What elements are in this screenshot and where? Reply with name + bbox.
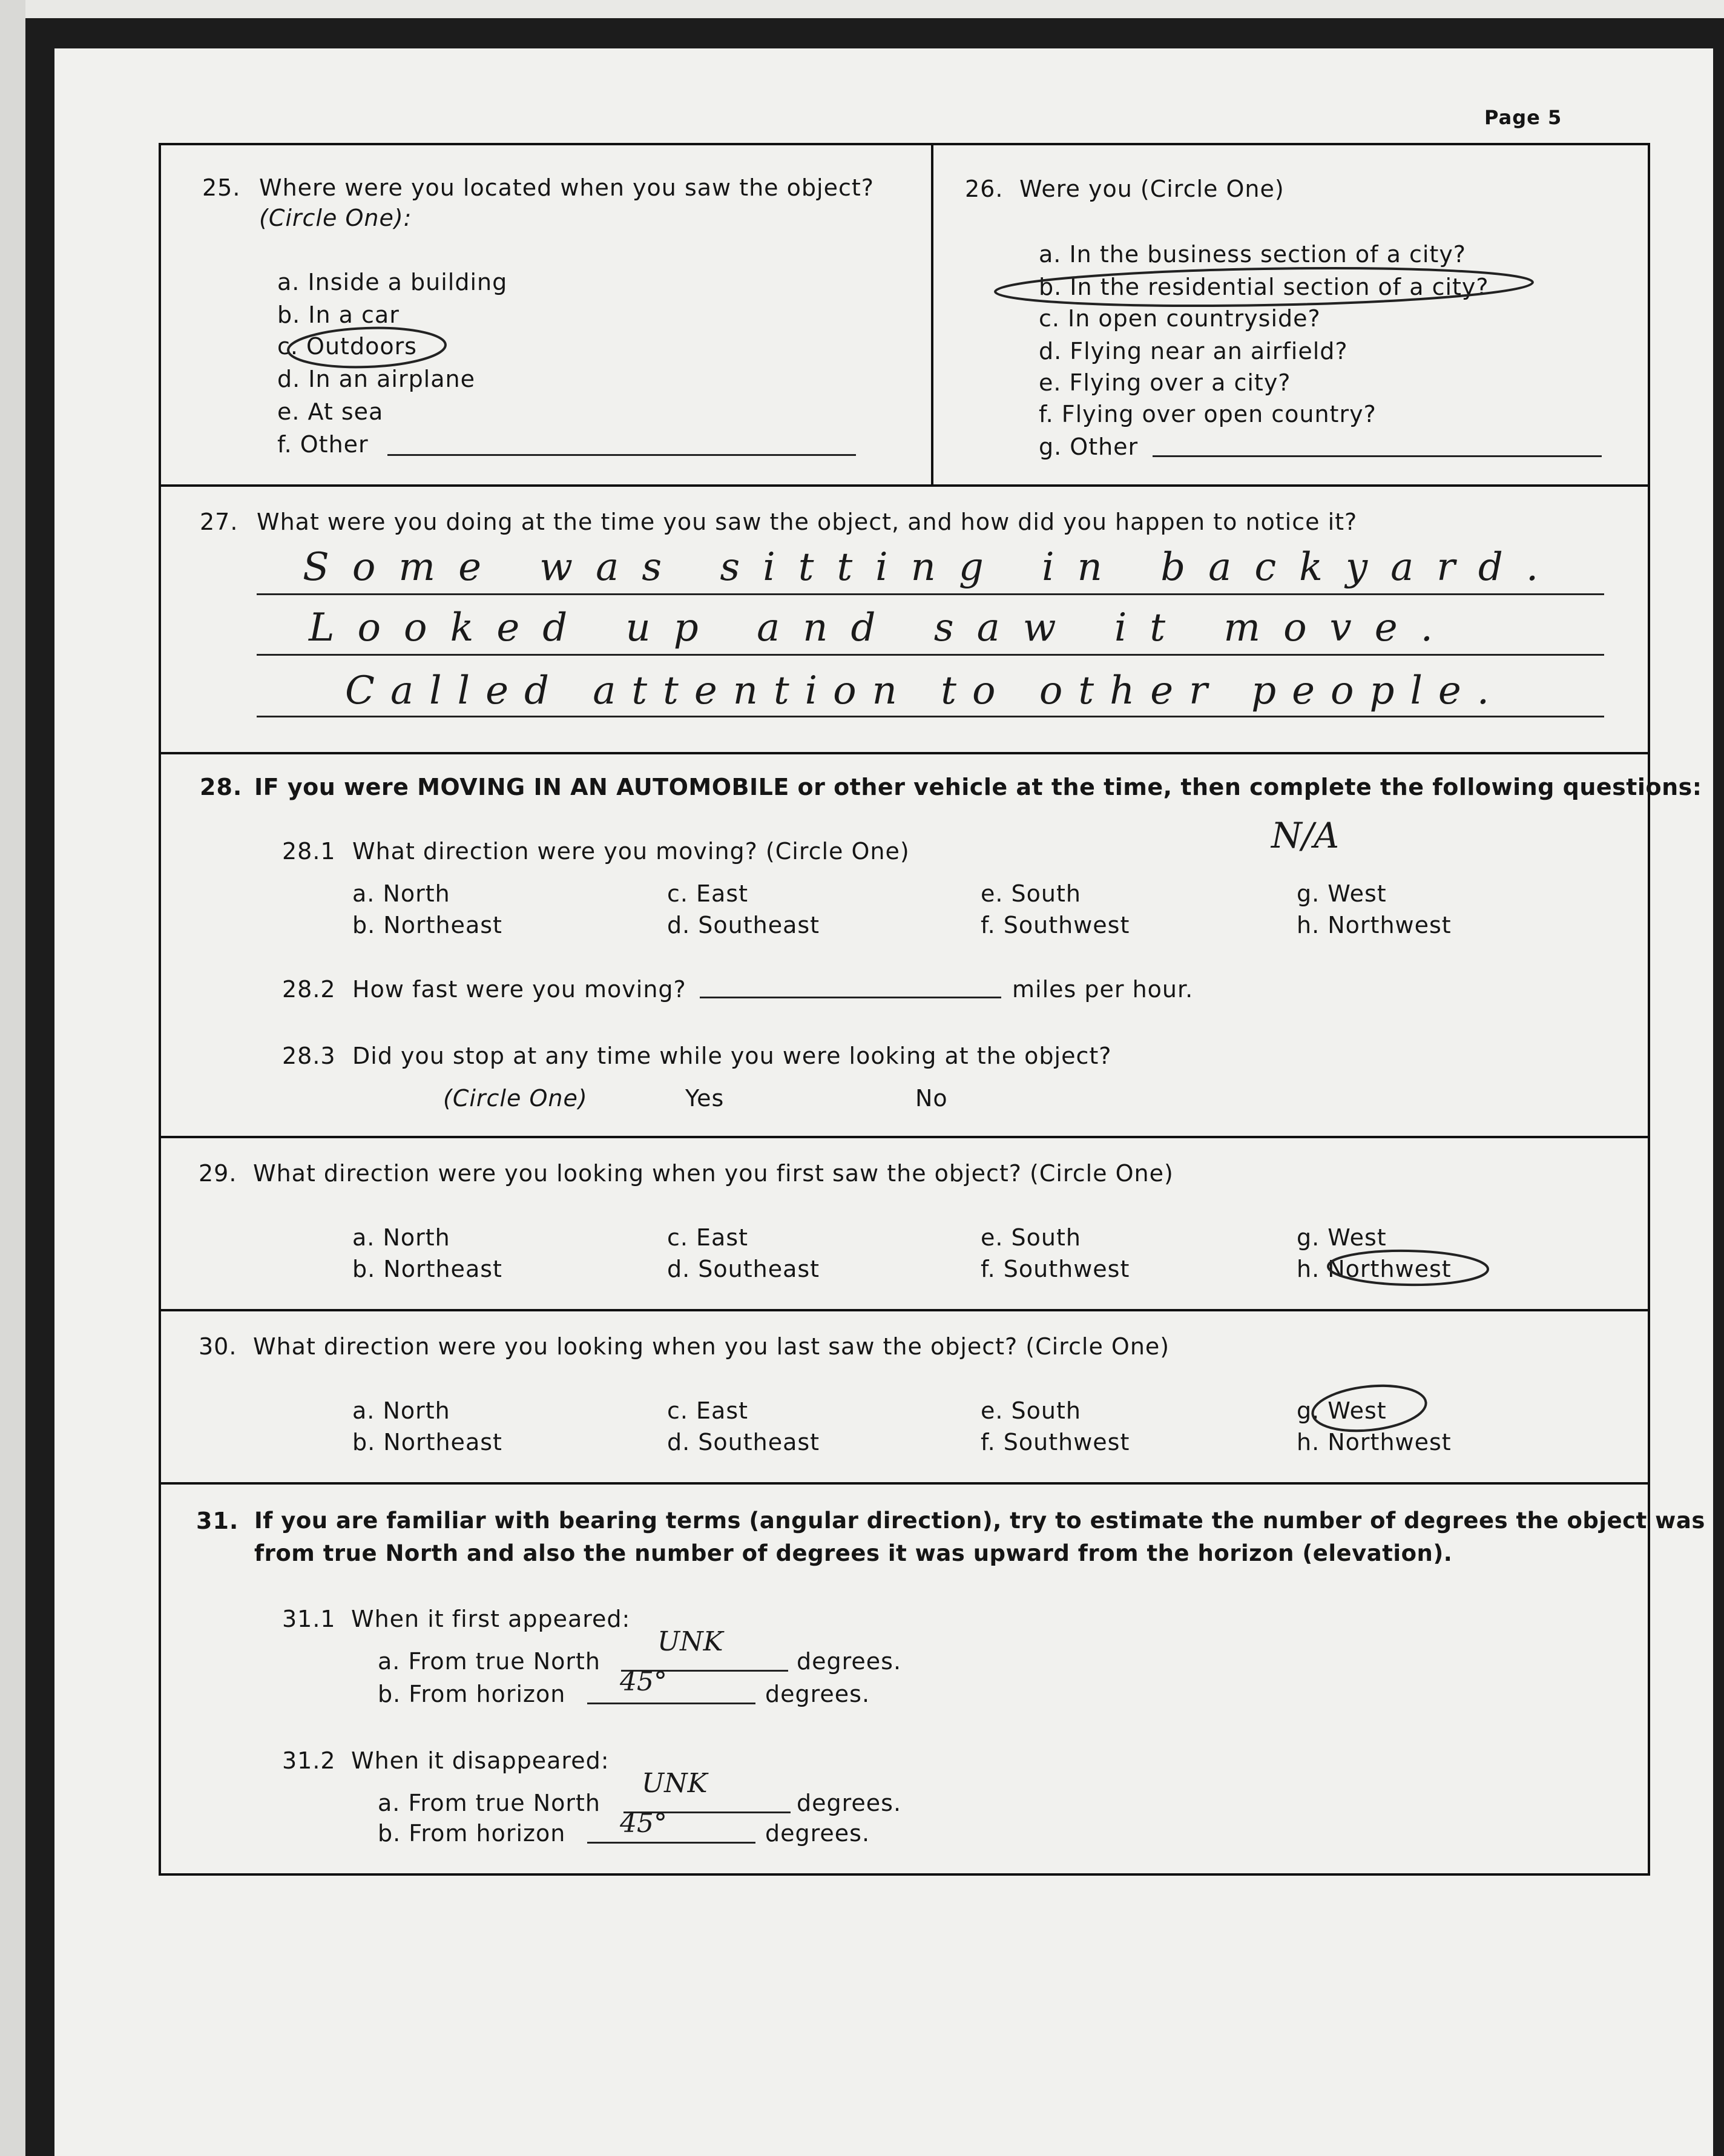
- q31-2-label: When it disappeared:: [351, 1747, 610, 1774]
- q25-option-e[interactable]: e. At sea: [277, 398, 384, 425]
- q29-option-c[interactable]: c. East: [667, 1224, 749, 1251]
- q28-question: IF you were MOVING IN AN AUTOMOBILE or other vehicle at the time, then complete the following questions:: [254, 774, 1702, 800]
- q30-option-f[interactable]: f. Southwest: [981, 1429, 1130, 1455]
- q31-2-b-handwritten: 45°: [620, 1808, 667, 1839]
- q31-1-b-label: b. From horizon: [378, 1681, 566, 1707]
- q29-option-g[interactable]: g. West: [1297, 1224, 1387, 1251]
- q28-3-number: 28.3: [282, 1043, 336, 1069]
- q29-option-h[interactable]: h. Northwest: [1297, 1256, 1452, 1282]
- q29-option-a[interactable]: a. North: [352, 1224, 450, 1251]
- q29-option-d[interactable]: d. Southeast: [667, 1256, 820, 1282]
- q26-option-c[interactable]: c. In open countryside?: [1039, 305, 1321, 332]
- q25-instruction: (Circle One):: [259, 205, 412, 231]
- q27-question: What were you doing at the time you saw the object, and how did you happen to notice it?: [257, 509, 1358, 535]
- q28-1-option-a[interactable]: a. North: [352, 880, 450, 907]
- q26-option-g[interactable]: g. Other: [1039, 434, 1139, 460]
- q26-option-f[interactable]: f. Flying over open country?: [1039, 401, 1377, 427]
- q26-option-b[interactable]: b. In the residential section of a city?: [1039, 274, 1489, 300]
- q27-handwritten-line-3: Called attention to other people.: [345, 668, 1505, 713]
- q30-option-d[interactable]: d. Southeast: [667, 1429, 820, 1455]
- q26-option-a[interactable]: a. In the business section of a city?: [1039, 241, 1466, 268]
- q31-1-a-label: a. From true North: [378, 1648, 601, 1675]
- q26-option-e[interactable]: e. Flying over a city?: [1039, 369, 1291, 396]
- q28-3-yes[interactable]: Yes: [685, 1085, 725, 1112]
- q31-2-b-unit: degrees.: [765, 1820, 870, 1847]
- q28-2-question: How fast were you moving?: [352, 976, 686, 1003]
- q28-3-instruction: (Circle One): [443, 1085, 588, 1112]
- q30-option-g[interactable]: g. West: [1297, 1397, 1387, 1424]
- q28-1-option-f[interactable]: f. Southwest: [981, 912, 1130, 938]
- q25-option-c[interactable]: c. Outdoors: [277, 333, 417, 360]
- q25-option-a[interactable]: a. Inside a building: [277, 269, 508, 295]
- q31-1-number: 31.1: [282, 1606, 336, 1632]
- q25-option-b[interactable]: b. In a car: [277, 302, 400, 328]
- q26-number: 26.: [965, 176, 1004, 202]
- q31-question-line-2: from true North and also the number of degrees it was upward from the horizon (elevation).: [254, 1540, 1453, 1566]
- q29-selected-circle: [1328, 1250, 1489, 1287]
- q29-question: What direction were you looking when you first saw the object? (Circle One): [253, 1160, 1174, 1187]
- q31-1-b-handwritten: 45°: [620, 1666, 667, 1697]
- q30-question: What direction were you looking when you last saw the object? (Circle One): [253, 1333, 1170, 1360]
- q25-option-f[interactable]: f. Other: [277, 431, 369, 458]
- q27-number: 27.: [200, 509, 239, 535]
- q29-option-e[interactable]: e. South: [981, 1224, 1081, 1251]
- q28-number: 28.: [200, 774, 243, 800]
- q25-selected-circle: [288, 325, 446, 369]
- q30-option-h[interactable]: h. Northwest: [1297, 1429, 1452, 1455]
- q26-question: Were you (Circle One): [1019, 176, 1285, 202]
- q31-2-a-label: a. From true North: [378, 1790, 601, 1816]
- q31-1-a-handwritten: UNK: [657, 1626, 723, 1657]
- q28-1-option-b[interactable]: b. Northeast: [352, 912, 502, 938]
- q26-selected-circle: [995, 264, 1533, 309]
- q26-option-d[interactable]: d. Flying near an airfield?: [1039, 338, 1348, 364]
- q29-option-f[interactable]: f. Southwest: [981, 1256, 1130, 1282]
- q30-selected-circle: [1311, 1380, 1428, 1436]
- q31-2-a-unit: degrees.: [797, 1790, 902, 1816]
- q28-1-option-h[interactable]: h. Northwest: [1297, 912, 1452, 938]
- q28-1-question: What direction were you moving? (Circle One): [352, 838, 910, 865]
- q30-option-b[interactable]: b. Northeast: [352, 1429, 502, 1455]
- page-number: Page 5: [1484, 106, 1562, 129]
- q28-1-option-g[interactable]: g. West: [1297, 880, 1387, 907]
- q25-question: Where were you located when you saw the object?: [259, 174, 874, 201]
- q28-2-number: 28.2: [282, 976, 336, 1003]
- q30-option-a[interactable]: a. North: [352, 1397, 450, 1424]
- q28-3-question: Did you stop at any time while you were looking at the object?: [352, 1043, 1112, 1069]
- q31-2-a-handwritten: UNK: [642, 1768, 708, 1799]
- q31-1-b-unit: degrees.: [765, 1681, 870, 1707]
- q31-2-b-label: b. From horizon: [378, 1820, 566, 1847]
- q31-number: 31.: [196, 1508, 239, 1534]
- q28-1-option-c[interactable]: c. East: [667, 880, 749, 907]
- q30-option-e[interactable]: e. South: [981, 1397, 1081, 1424]
- q27-handwritten-line-1: Some was sitting in backyard.: [303, 545, 1562, 590]
- q31-1-a-unit: degrees.: [797, 1648, 902, 1675]
- q25-number: 25.: [202, 174, 241, 201]
- q28-2-unit: miles per hour.: [1012, 976, 1194, 1003]
- q29-number: 29.: [199, 1160, 237, 1187]
- q30-option-c[interactable]: c. East: [667, 1397, 749, 1424]
- q28-1-number: 28.1: [282, 838, 336, 865]
- q28-1-handwritten-answer: N/A: [1271, 815, 1340, 856]
- q31-2-number: 31.2: [282, 1747, 336, 1774]
- q28-3-no[interactable]: No: [915, 1085, 948, 1112]
- q29-option-b[interactable]: b. Northeast: [352, 1256, 502, 1282]
- q31-1-label: When it first appeared:: [351, 1606, 631, 1632]
- q28-1-option-e[interactable]: e. South: [981, 880, 1081, 907]
- q27-handwritten-line-2: Looked up and saw it move.: [309, 605, 1456, 650]
- q28-1-option-d[interactable]: d. Southeast: [667, 912, 820, 938]
- q31-question-line-1: If you are familiar with bearing terms (angular direction), try to estimate the number of degrees the object was: [254, 1508, 1705, 1534]
- q30-number: 30.: [199, 1333, 237, 1360]
- q25-option-d[interactable]: d. In an airplane: [277, 366, 475, 392]
